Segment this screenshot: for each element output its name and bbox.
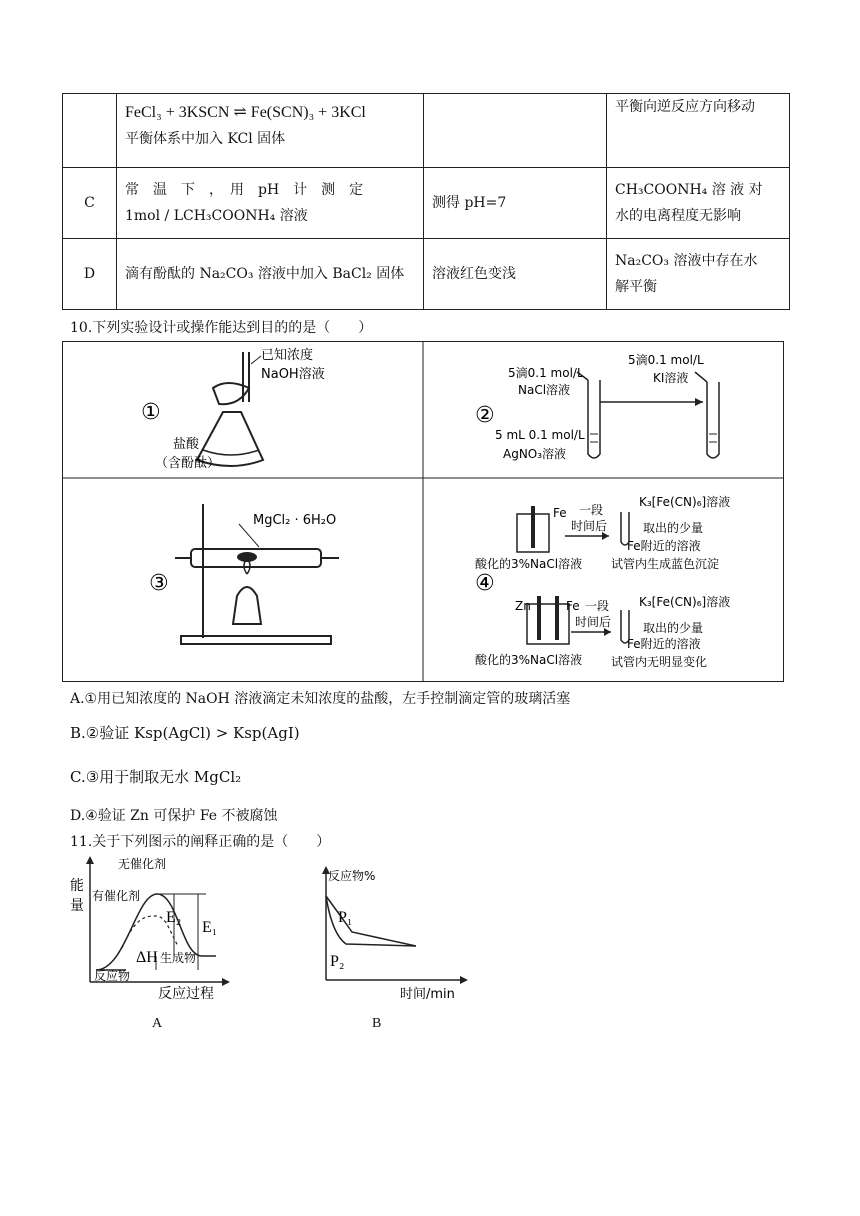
row-c-label: C (63, 168, 117, 239)
q11-caption-a: A (152, 1016, 163, 1031)
q11-figure-b (316, 862, 476, 1002)
q10-figure-svg (63, 342, 783, 681)
top-solution: 酸化的3%NaCl溶液 (475, 557, 583, 571)
fig4-number: ④ (475, 571, 495, 596)
row-d-operation: 滴有酚酞的 Na₂CO₃ 溶液中加入 BaCl₂ 固体 (117, 239, 424, 310)
row-c-operation-line2: 1mol / LCH₃COONH₄ 溶液 (125, 208, 308, 224)
test-tube-2 (707, 382, 719, 458)
row-c-conclusion-line1: CH₃COONH₄ 溶 液 对 (615, 182, 763, 198)
fig-a-product: 生成物 (160, 951, 197, 965)
zn-label: Zn (515, 599, 531, 613)
row-c-operation (117, 168, 424, 239)
q11-stem: 11.关于下列图示的阐释正确的是（ ） (70, 834, 331, 850)
row-d-phenomenon: 溶液红色变浅 (424, 239, 607, 310)
fig-a-with-cat: 有催化剂 (92, 889, 141, 903)
row-b-operation (117, 94, 424, 168)
fig-a-ylabel2: 量 (70, 898, 84, 914)
fig2-number: ② (475, 403, 495, 428)
alcohol-lamp (233, 587, 261, 624)
fig-a-no-cat: 无催化剂 (118, 857, 167, 871)
fig3-heating (149, 504, 339, 644)
fig1-label-top2: NaOH溶液 (261, 367, 325, 382)
q11-figure-a (66, 852, 236, 1002)
bottom-arrow-text1: 一段 (585, 599, 610, 613)
bottom-arrow-text2: 时间后 (575, 615, 612, 629)
top-note1: 取出的少量 (643, 521, 704, 535)
row-d-label: D (63, 239, 117, 310)
fig2-right2: KI溶液 (653, 371, 689, 385)
row-c-phenomenon: 测得 pH=7 (424, 168, 607, 239)
row-b-label (63, 94, 117, 168)
q11-caption-b: B (372, 1016, 382, 1031)
top-arrow-text2: 时间后 (571, 519, 608, 533)
row-d-conclusion (607, 239, 790, 310)
fig-a-xlabel: 反应过程 (158, 986, 214, 1002)
row-d-conclusion-line1: Na₂CO₃ 溶液中存在水 (615, 253, 758, 269)
fig1-label-bottom2: （含酚酞） (155, 456, 221, 471)
arrow-head-icon (695, 398, 703, 406)
fig-a-ylabel1: 能 (70, 878, 84, 894)
top-arrow-text1: 一段 (579, 503, 604, 517)
fig4-corrosion (475, 494, 730, 669)
fig1-label-top1: 已知浓度 (261, 348, 314, 363)
fig2-right1: 5滴0.1 mol/L (628, 353, 704, 367)
fig-b-p2: P₂ (330, 953, 345, 970)
fig1-titration (141, 347, 325, 471)
fig3-label: MgCl₂ · 6H₂O (253, 513, 337, 528)
fig2-left1: 5滴0.1 mol/L (508, 366, 584, 380)
bottom-reagent: K₃[Fe(CN)₆]溶液 (639, 595, 731, 609)
bottom-note2: Fe附近的溶液 (627, 637, 701, 651)
fig1-number: ① (141, 400, 161, 425)
fig3-number: ③ (149, 571, 169, 596)
test-tube-1 (588, 380, 600, 458)
q10-stem: 10.下列实验设计或操作能达到目的的是（ ） (70, 320, 373, 336)
fig-a-e1: E₁ (202, 919, 218, 936)
fig2-left3: 5 mL 0.1 mol/L (495, 428, 585, 442)
fig-b-p1: P₁ (338, 909, 353, 926)
equilibrium-equation: FeCl₃ + 3KSCN ⇌ Fe(SCN)₃ + 3KCl (125, 104, 366, 121)
top-reagent: K₃[Fe(CN)₆]溶液 (639, 495, 731, 509)
fig-a-reactant: 反应物 (94, 969, 131, 983)
fig-b-x-arrow-icon (460, 976, 468, 984)
row-d-conclusion-line2: 解平衡 (615, 279, 657, 295)
fig-b-ylabel: 反应物% (328, 869, 376, 883)
top-arrow-icon (602, 532, 609, 540)
row-c-operation-line1: 常 温 下 ， 用 pH 计 测 定 (125, 182, 364, 198)
fig-b-xlabel: 时间/min (400, 987, 455, 1002)
q10-option-a: A.①用已知浓度的 NaOH 溶液滴定未知浓度的盐酸，左手控制滴定管的玻璃活塞 (70, 691, 571, 707)
q9-table (62, 93, 790, 310)
q10-option-b: B.②验证 Ksp(AgCl) > Ksp(AgI) (70, 724, 300, 742)
fig2-precipitation (475, 353, 719, 461)
top-note2: Fe附近的溶液 (627, 539, 701, 553)
bottom-beaker (527, 604, 569, 644)
q10-option-c: C.③用于制取无水 MgCl₂ (70, 768, 242, 786)
bottom-fe-label: Fe (566, 599, 580, 613)
bottom-note3: 试管内无明显变化 (611, 655, 708, 669)
row-b-operation-text: 平衡体系中加入 KCl 固体 (125, 131, 286, 147)
q10-figure-grid (62, 341, 784, 682)
bottom-arrow-icon (604, 628, 611, 636)
row-c-conclusion (607, 168, 790, 239)
bottom-note1: 取出的少量 (643, 621, 704, 635)
top-fe-label: Fe (553, 506, 567, 520)
fig-a-y-arrow-icon (86, 856, 94, 864)
fig-a-x-arrow-icon (222, 978, 230, 986)
row-c-conclusion-line2: 水的电离程度无影响 (615, 208, 741, 224)
q10-option-d: D.④验证 Zn 可保护 Fe 不被腐蚀 (70, 808, 278, 824)
row-b-conclusion: 平衡向逆反应方向移动 (607, 94, 790, 168)
fig-a-e2: E₂ (166, 909, 182, 926)
fig2-left4: AgNO₃溶液 (503, 447, 567, 461)
fig2-left2: NaCl溶液 (518, 383, 571, 397)
row-b-phenomenon (424, 94, 607, 168)
bottom-solution: 酸化的3%NaCl溶液 (475, 653, 583, 667)
fig-a-dh: ΔH (136, 949, 158, 966)
fig1-label-bottom1: 盐酸 (173, 437, 200, 452)
top-note3: 试管内生成蓝色沉淀 (611, 557, 720, 571)
